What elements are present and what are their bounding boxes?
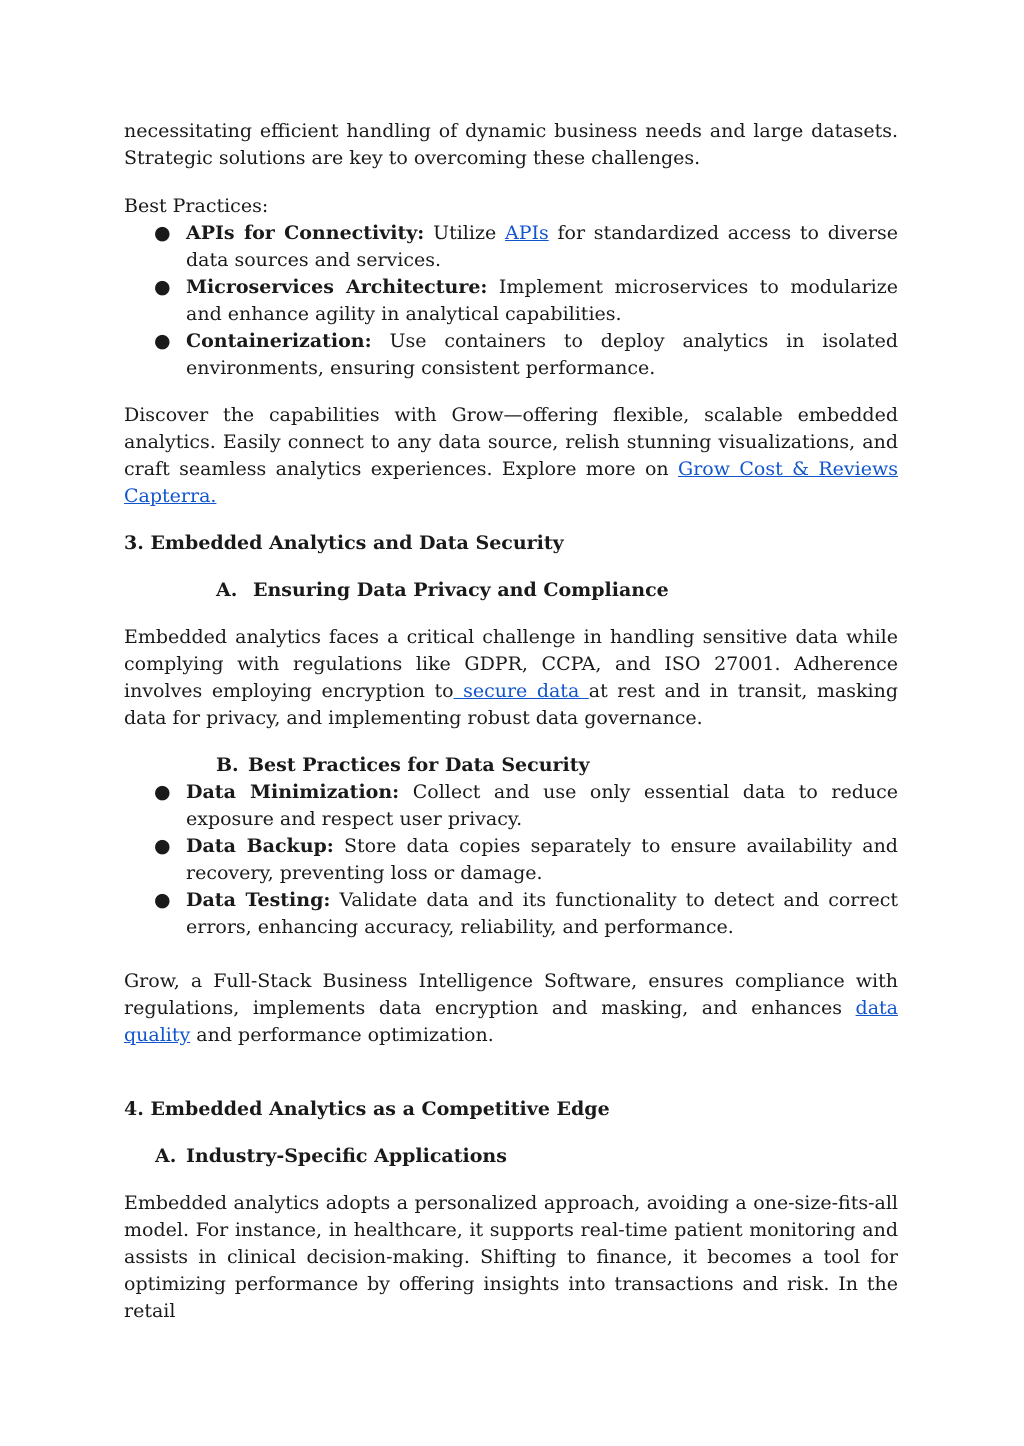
list-item	[124, 887, 898, 941]
item-title: Data Minimization:	[186, 781, 400, 803]
subsection-letter: B.	[216, 754, 239, 776]
privacy-paragraph	[124, 624, 898, 732]
item-text: Utilize	[424, 222, 505, 244]
item-title: Containerization:	[186, 330, 372, 352]
item-text: for standardized access to diverse data sources and services.	[186, 222, 898, 271]
item-title: Data Backup:	[186, 835, 334, 857]
best-practices-list	[124, 220, 898, 382]
item-text: Validate data and its functionality to detect and correct errors, enhancing accuracy, reliability, and performance.	[186, 889, 898, 938]
grow-text: Grow, a Full-Stack Business Intelligence Software, ensures compliance with regulations, implements data encryption and masking, and enhances	[124, 970, 898, 1019]
privacy-text: Embedded analytics faces a critical challenge in handling sensitive data while complying with regulations like GDPR, CCPA, and ISO 27001. Adherence involves employing encryption to	[124, 626, 898, 702]
list-item	[124, 779, 898, 833]
grow-text: and performance optimization.	[190, 1024, 494, 1046]
section-3-heading: 3. Embedded Analytics and Data Security	[124, 532, 564, 554]
subsection-3b-heading	[124, 752, 898, 779]
apis-link[interactable]: APIs	[504, 222, 549, 244]
list-item	[124, 328, 898, 382]
document-page	[124, 118, 898, 1325]
secure-data-link[interactable]: secure data	[453, 680, 589, 702]
item-text: Store data copies separately to ensure availability and recovery, preventing loss or damage.	[186, 835, 898, 884]
list-item	[124, 274, 898, 328]
subsection-letter: A.	[155, 1145, 177, 1167]
subsection-title: Ensuring Data Privacy and Compliance	[253, 579, 669, 601]
subsection-letter: A.	[216, 579, 238, 601]
security-practices-list	[124, 779, 898, 941]
industry-paragraph: Embedded analytics adopts a personalized approach, avoiding a one-size-fits-all model. For instance, in healthcare, it supports real-time patient monitoring and assists in clinical decision-making. Shifting to finance, it becomes a tool for optimizing performance by offering insights into transactions and risk. In the retail	[124, 1192, 898, 1322]
list-item	[124, 220, 898, 274]
grow-paragraph	[124, 968, 898, 1049]
intro-line-1: necessitating efficient handling of dynamic business needs and large datasets.	[124, 120, 898, 142]
discover-paragraph	[124, 402, 898, 510]
item-title: Data Testing:	[186, 889, 331, 911]
privacy-text: at rest and in transit, masking data for privacy, and implementing robust data governance.	[124, 680, 898, 729]
bullet-icon: ●	[154, 330, 171, 352]
subsection-3a-heading	[124, 577, 898, 604]
subsection-title: Best Practices for Data Security	[248, 754, 590, 776]
item-text: Use containers to deploy analytics in isolated environments, ensuring consistent performance.	[186, 330, 898, 379]
bullet-icon: ●	[154, 889, 171, 911]
item-text: Collect and use only essential data to reduce exposure and respect user privacy.	[186, 781, 898, 830]
bullet-icon: ●	[154, 222, 171, 244]
item-title: Microservices Architecture:	[186, 276, 488, 298]
discover-text: Discover the capabilities with Grow—offering flexible, scalable embedded analytics. Easily connect to any data source, relish stunning visualizations, and craft seamless analytics experiences. Explore more on	[124, 404, 898, 480]
data-quality-link[interactable]: data quality	[124, 997, 898, 1046]
bullet-icon: ●	[154, 781, 171, 803]
intro-line-2: Strategic solutions are key to overcoming these challenges.	[124, 147, 701, 169]
capterra-link[interactable]: Grow Cost & Reviews Capterra.	[124, 458, 898, 507]
best-practices-label: Best Practices:	[124, 195, 269, 217]
bullet-icon: ●	[154, 835, 171, 857]
bullet-icon: ●	[154, 276, 171, 298]
subsection-4a-heading	[124, 1143, 898, 1170]
section-4-heading: 4. Embedded Analytics as a Competitive Edge	[124, 1098, 610, 1120]
item-text: Implement microservices to modularize and enhance agility in analytical capabilities.	[186, 276, 899, 325]
subsection-title: Industry-Specific Applications	[186, 1145, 507, 1167]
item-title: APIs for Connectivity:	[186, 222, 425, 244]
list-item	[124, 833, 898, 887]
